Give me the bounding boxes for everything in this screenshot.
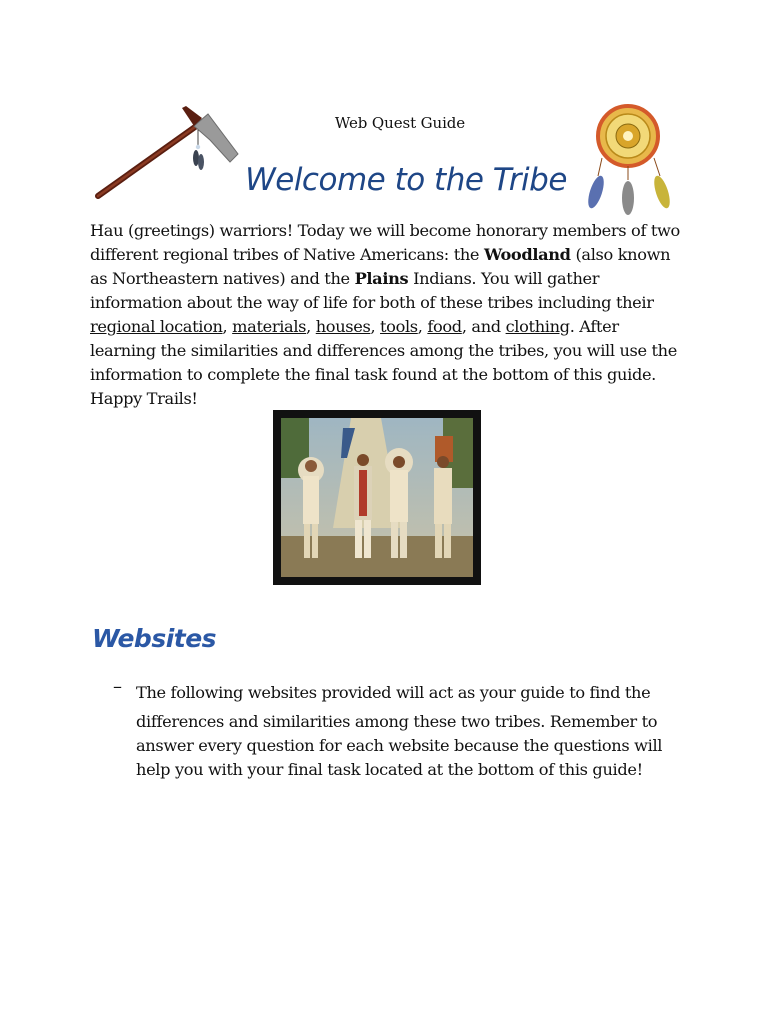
separator: , (306, 317, 316, 336)
topic-clothing: clothing (505, 317, 570, 336)
intro-text-4: . After learning the similarities and differences among the tribes, you will use the information to complete the final task found at the bottom of this guide. Happy Trails! (90, 317, 677, 408)
tribe-photo-image (281, 418, 473, 577)
topic-food: food (427, 317, 462, 336)
topic-materials: materials (232, 317, 307, 336)
separator: , (417, 317, 428, 336)
websites-instructions (136, 681, 666, 782)
topic-houses: houses (315, 317, 371, 336)
intro-paragraph (90, 219, 685, 411)
separator: , and (461, 317, 506, 336)
plains-term: Plains (354, 269, 409, 288)
intro-text-3: Indians. You will gather information about the way of life for both of these tribes including their (90, 269, 654, 312)
intro-text-1: Hau (greetings) warriors! Today we will become honorary members of two different regional tribes of Native Americans: the (90, 221, 680, 264)
topic-tools: tools (380, 317, 418, 336)
separator: , (222, 317, 233, 336)
page-title: Welcome to the Tribe (245, 162, 567, 198)
tribe-photo (273, 410, 481, 585)
topic-regional-location: regional location (90, 317, 223, 336)
instructions-rest: differences and similarities among these two tribes. Remember to answer every question for each website because the questions will help you with your final task located at the bottom of this guide! (136, 712, 663, 779)
bullet-dash: – (113, 676, 122, 697)
page-subtitle: Web Quest Guide (334, 114, 466, 132)
separator: , (370, 317, 381, 336)
websites-heading: Websites (92, 624, 217, 653)
instructions-first-line: The following websites provided will act as your guide to find the (136, 683, 651, 702)
woodland-term: Woodland (483, 245, 571, 264)
intro-text-2: (also known as Northeastern natives) and the (90, 245, 671, 288)
